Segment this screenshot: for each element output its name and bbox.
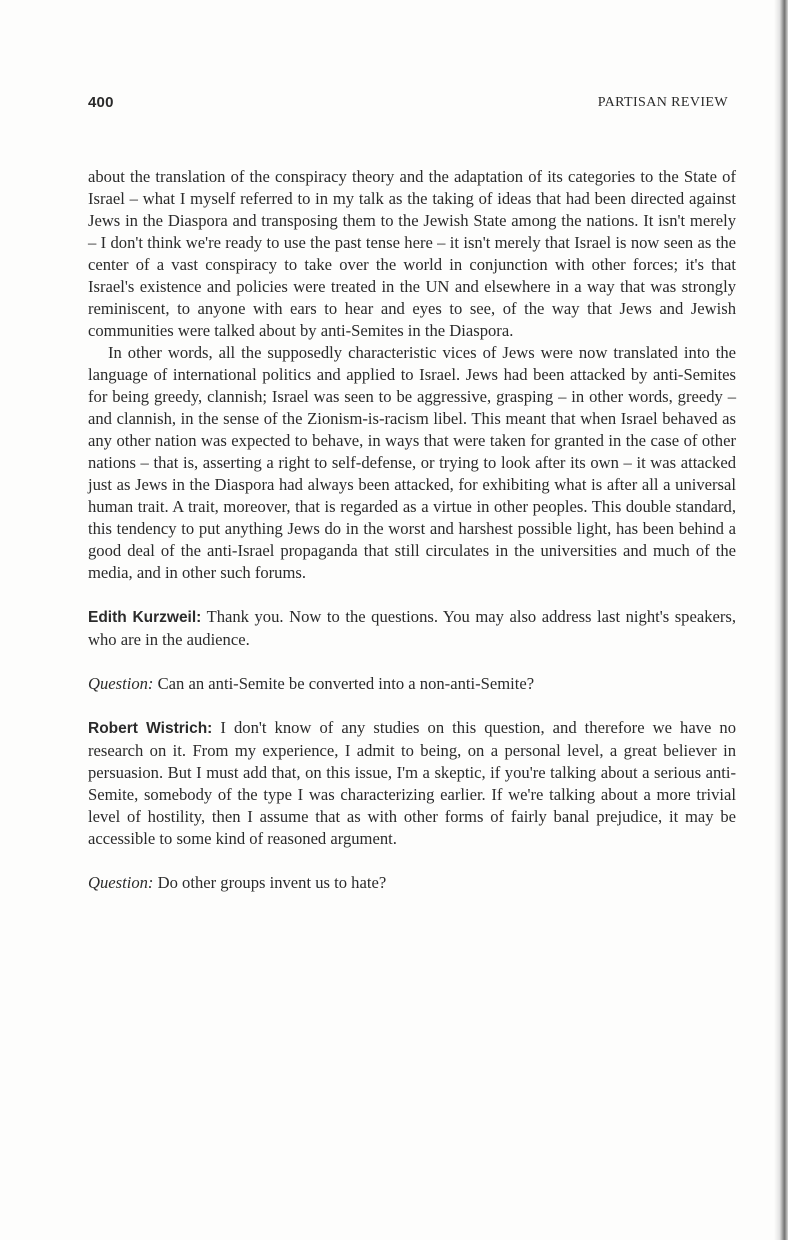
paragraph-other-words: In other words, all the supposedly characteristic vices of Jews were now translated into the language of international politics and applied to Israel. Jews had been attacked by anti-Semites for being greedy, clannish; Israel was seen to be aggressive, grasping – in other words, greedy – and clannish, in the sense of the Zionism-is-racism libel. This meant that when Israel behaved as any other nation was expected to behave, in ways that were taken for granted in the case of other nations – that is, asserting a right to self-defense, or trying to look after its own – it was attacked just as Jews in the Diaspora had always been attacked, for exhibiting what is after all a universal human trait. A trait, moreover, that is regarded as a virtue in other peoples. This double standard, this tendency to put anything Jews do in the worst and harshest possible light, has been behind a good deal of the anti-Israel propaganda that still circulates in the universities and much of the media, and in other such forums. <box>88 343 736 582</box>
paragraph-continuation: about the translation of the conspiracy theory and the adaptation of its categories to the State of Israel – what I myself referred to in my talk as the taking of ideas that had been directed against Jews in the Diaspora and transposing them to the Jewish State among the nations. It isn't merely – I don't think we're ready to use the past tense here – it isn't merely that Israel is now seen as the center of a vast conspiracy to take over the world in conjunction with other forces; it's that Israel's existence and policies were treated in the UN and elsewhere in a way that was strongly reminiscent, to anyone with ears to hear and eyes to see, of the way that Jews and Jewish communities were talked about by anti-Semites in the Diaspora. <box>88 167 736 340</box>
question-paragraph-1 <box>88 673 736 695</box>
question-label: Question: <box>88 674 154 693</box>
page-header <box>88 94 728 116</box>
speaker-name-kurzweil: Edith Kurzweil: <box>88 609 202 626</box>
speaker-name-wistrich: Robert Wistrich: <box>88 720 213 737</box>
page-edge-shadow <box>774 0 788 1240</box>
wistrich-paragraph <box>88 717 736 850</box>
question-text: Can an anti-Semite be converted into a non-anti-Semite? <box>153 674 535 693</box>
question-text: Do other groups invent us to hate? <box>153 873 387 892</box>
kurzweil-remark: Thank you. Now to the questions. You may also address last night's speakers, who are in the audience. <box>88 607 736 649</box>
running-head: PARTISAN REVIEW <box>597 95 728 110</box>
question-paragraph-2 <box>88 872 736 894</box>
body-text <box>88 166 736 894</box>
page-number: 400 <box>88 94 114 111</box>
kurzweil-paragraph <box>88 606 736 651</box>
wistrich-answer: I don't know of any studies on this question, and therefore we have no research on it. From my experience, I admit to being, on a personal level, a great believer in persuasion. But I must add that, on this issue, I'm a skeptic, if you're talking about a serious anti-Semite, somebody of the type I was characterizing earlier. If we're talking about a more trivial level of hostility, then I assume that as with other forms of fairly banal prejudice, it may be accessible to some kind of reasoned argument. <box>88 718 736 848</box>
question-label: Question: <box>88 873 154 892</box>
